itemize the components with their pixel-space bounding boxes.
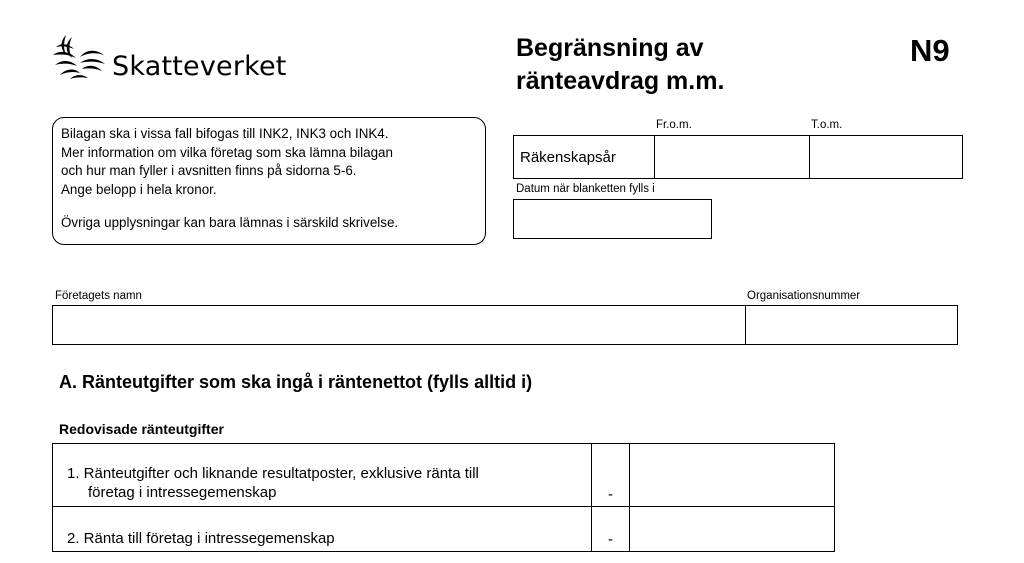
form-title-line1: Begränsning av (516, 34, 704, 62)
section-a-subheading: Redovisade ränteutgifter (59, 421, 224, 437)
form-code: N9 (910, 33, 950, 68)
info-box (52, 117, 486, 245)
form-title (516, 32, 724, 98)
row-sign (592, 444, 630, 506)
from-label: Fr.o.m. (656, 119, 692, 131)
date-field[interactable] (513, 199, 712, 239)
fiscal-year-label: Räkenskapsår (514, 136, 655, 178)
skatteverket-logo (50, 33, 290, 83)
company-name-label: Företagets namn (55, 290, 142, 302)
skatteverket-emblem-icon (50, 33, 106, 83)
row-description (53, 444, 592, 506)
company-name-field[interactable] (53, 306, 746, 344)
company-row (52, 305, 958, 345)
date-label: Datum när blanketten fylls i (516, 183, 655, 195)
row-sign (592, 507, 630, 551)
minus-sign: - (608, 531, 613, 548)
minus-sign: - (608, 486, 613, 503)
info-line: Mer information om vilka företag som ska lämna bilagan (61, 144, 393, 160)
row-description (53, 507, 592, 551)
section-a-title: A. Ränteutgifter som ska ingå i räntenettot (fylls alltid i) (59, 372, 533, 392)
row-text: 1. Ränteutgifter och liknande resultatposter, exklusive ränta till (67, 465, 479, 482)
fiscal-year-from-field[interactable] (655, 136, 810, 178)
fiscal-year-tom-field[interactable] (810, 136, 962, 178)
row-text: 2. Ränta till företag i intressegemenskap (67, 530, 335, 547)
amount-field[interactable] (630, 507, 834, 551)
logo-text: Skatteverket (112, 51, 287, 82)
table-row (53, 444, 834, 507)
info-line: och hur man fyller i avsnitten finns på sidorna 5-6. (61, 163, 357, 178)
row-text-continued: företag i intressegemenskap (88, 484, 277, 501)
table-row (53, 507, 834, 552)
info-line: Ange belopp i hela kronor. (61, 181, 217, 197)
tom-label: T.o.m. (811, 119, 843, 131)
form-title-line2: ränteavdrag m.m. (516, 67, 725, 95)
fiscal-year-row (513, 135, 963, 179)
info-line: Övriga upplysningar kan bara lämnas i särskild skrivelse. (61, 215, 399, 230)
amount-field[interactable] (630, 444, 834, 506)
info-line: Bilagan ska i vissa fall bifogas till INK2, INK3 och INK4. (61, 126, 389, 141)
interest-table (52, 443, 835, 552)
org-number-label: Organisationsnummer (747, 290, 861, 302)
org-number-field[interactable] (746, 306, 957, 344)
